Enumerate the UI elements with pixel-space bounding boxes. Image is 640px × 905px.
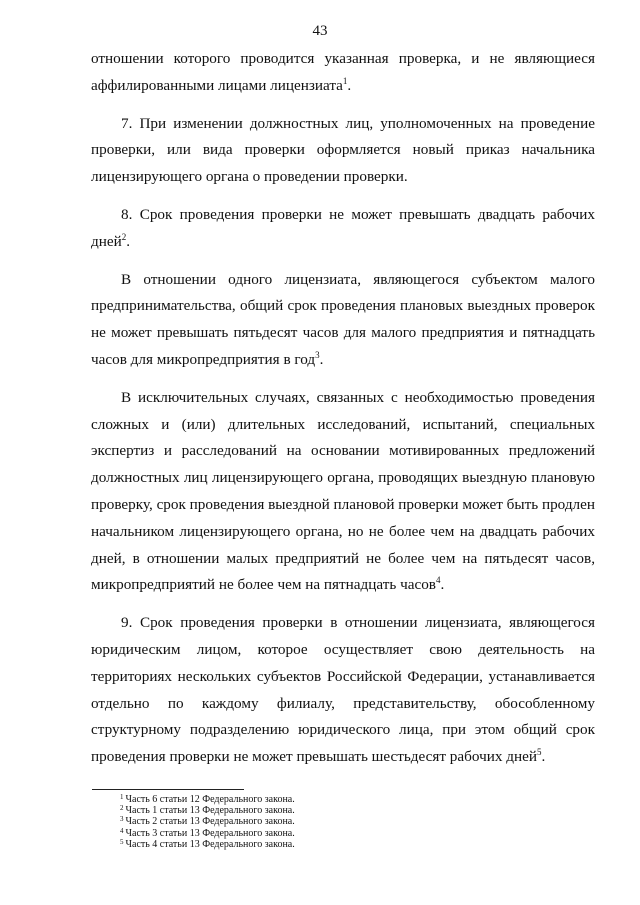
paragraph-tail: . (319, 350, 324, 368)
footnote-text: Часть 4 статьи 13 Федерального закона. (125, 838, 295, 850)
footnote-text: Часть 6 статьи 12 Федерального закона. (125, 794, 295, 805)
page-number: 43 (312, 23, 328, 39)
paragraph-item-7 (91, 111, 595, 191)
paragraph-continuation: отношении которого проводится указанная проверка, и не являющиеся аффилированными лицами лицензиата$^1$. (91, 50, 595, 94)
footnote-text: Часть 2 статьи 13 Федерального закона. (125, 816, 295, 828)
footnote-ref: 5 (536, 747, 542, 758)
paragraph-tail: . (541, 748, 546, 766)
paragraph-text: 8. Срок проведения проверки не может превышать двадцать рабочих дней (91, 205, 595, 250)
footnote-ref: 2 (121, 231, 127, 242)
footnote-number: 3 (120, 815, 124, 824)
footnote-item (120, 794, 520, 805)
paragraph-text: В отношении одного лицензиата, являющегося субъектом малого предпринимательства, общий срок проведения плановых выездных проверок не может превышать пятьдесят часов для малого предприятия и пятнадцать часов для микропредприятия в год (91, 270, 595, 368)
paragraph-item-9 (91, 610, 595, 771)
footnote-text: Часть 1 статьи 13 Федерального закона. (125, 805, 295, 817)
paragraph-exceptional-cases (91, 385, 595, 599)
paragraph-tail: . (440, 576, 445, 594)
footnote-number: 2 (120, 804, 124, 813)
paragraph-text: 9. Срок проведения проверки в отношении лицензиата, являющегося юридическим лицом, которое осуществляет свою деятельность на территориях нескольких субъектов Российской Федерации, устанавливается отдельно по каждому филиалу, представительству, обособленному структурному подразделению юридического лица, при этом общий срок проведения проверки не может превышать шестьдесят рабочих дней (91, 614, 595, 766)
paragraph-text: отношении которого проводится указанная проверка, и не являющиеся аффилированными лицами лицензиата (91, 50, 595, 94)
footnote-number: 1 (120, 793, 124, 801)
footnotes (120, 794, 520, 850)
footnote-item (120, 816, 520, 827)
footnote-number: 4 (120, 826, 124, 835)
body-text (91, 46, 595, 782)
footnote-item (120, 828, 520, 839)
footnote-number: 5 (120, 837, 124, 846)
footnote-text: Часть 3 статьи 13 Федерального закона. (125, 827, 295, 839)
footnote-ref: 3 (315, 349, 320, 360)
paragraph-text: 7. При изменении должностных лиц, уполномоченных на проведение проверки, или вида проверки оформляется новый приказ начальника лицензирующего органа о проведении проверки. (91, 114, 595, 186)
footnote-ref: 4 (435, 575, 441, 586)
paragraph-tail: . (126, 232, 131, 250)
paragraph-item-8 (91, 202, 595, 256)
paragraph-text: В исключительных случаях, связанных с необходимостью проведения сложных и (или) длительных исследований, испытаний, специальных экспертиз и расследований на основании мотивированных предложений должностных лиц лицензирующего органа, проводящих выездную плановую проверку, срок проведения выездной плановой проверки может быть продлен начальником лицензирующего органа, но не более чем на двадцать рабочих дней, в отношении малых предприятий не более чем на пятьдесят часов, микропредприятий не более чем на пятнадцать часов (91, 388, 595, 594)
paragraph-small-business (91, 267, 595, 374)
footnote-item (120, 805, 520, 816)
footnote-ref: 1 (342, 75, 348, 86)
footnote-item (120, 839, 520, 850)
footnote-separator (92, 789, 244, 790)
